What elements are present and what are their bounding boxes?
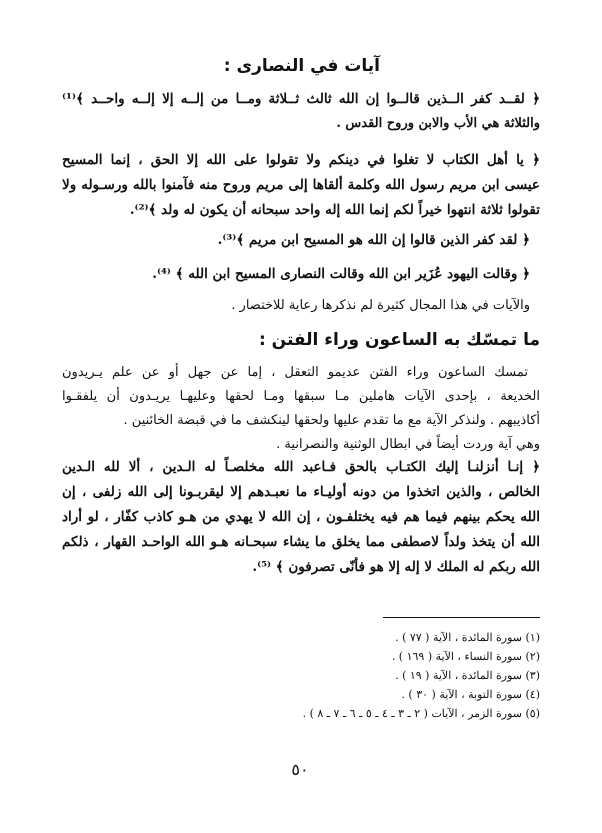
verse-line: عيسى ابن مريم رسول الله وكلمة ألقاها إلى مريم وروح منه فآمنوا بالله ورسـوله ولا [62, 177, 540, 193]
section-heading-christians [80, 55, 380, 77]
paragraph-line: تمسك الساعون وراء الفتن عديمو التعقل ، إما عن جهل أو عن علم يـريدون [62, 365, 528, 380]
page-number [270, 760, 330, 779]
verse-block-4 [62, 262, 540, 287]
verse-line: الله يحكم بينهم فيما هم فيه يختلفـون ، إن الله لا يهدي من هـو كاذب كفّار ، لو أراد [62, 509, 540, 525]
verse-line: ﴿ إنـا أنزلنـا إليك الكتـاب بالحق فـاعبد الله مخلصـاً له الـدين ، ألا لله الـدين [62, 459, 540, 475]
verse-line: الله ربكم له الملك لا إله إلا هو فأنّى تصرفون ﴾ ⁽⁵⁾. [252, 559, 540, 575]
section-heading-sedition-text: ما تمسّك به الساعون وراء الفتن : [258, 330, 540, 350]
section-heading-christians-text: آيات في النصارى : [223, 56, 380, 76]
paragraph-line: وهي آية وردت أيضاً في ابطال الوثنية والنصرانية . [276, 437, 540, 452]
footnote-item: (٤) سورة التوبة ، الآية ( ٣٠ ) . [401, 688, 540, 701]
verse-line: الخالص ، والذين اتخذوا من دونه أوليـاء ما نعبـدهم إلا ليقربـونا إلى الله زلفى ، إن [62, 484, 540, 500]
verse-line: ﴿ وقالت اليهود عُزَير ابن الله وقالت النصارى المسيح ابن الله ﴾ ⁽⁴⁾. [152, 266, 530, 282]
verse-block-2 [62, 148, 540, 223]
verse-line: الله أن يتخذ ولداً لاصطفى مما يخلق ما يشاء سبحـانه هـو الله الواحـد القهار ، ذلكم [62, 534, 540, 550]
footnote-item: (٣) سورة المائدة ، الآية ( ١٩ ) . [395, 669, 540, 682]
page-number-text: ٥٠ [291, 760, 309, 779]
verse-block-1 [62, 87, 540, 136]
footnote-divider [383, 617, 540, 618]
verse-line: ﴿ يا أهل الكتاب لا تغلوا في دينكم ولا تقولوا على الله إلا الحق ، إنما المسيح [62, 152, 540, 168]
explanation-paragraph [62, 361, 540, 457]
verse-block-zumar [62, 455, 540, 580]
footnotes [62, 628, 540, 723]
verse-line: تقولوا ثلاثة انتهوا خيراً لكم إنما الله إله واحد سبحانه أن يكون له ولد ﴾⁽²⁾. [129, 202, 540, 218]
footnote-item: (٥) سورة الزمر ، الآيات ( ٢ ـ ٣ ـ ٤ ـ ٥ ـ ٦ ـ ٧ ـ ٨ ) . [302, 707, 540, 720]
verse-line: ﴿ لقــد كفر الــذين قالــوا إن الله ثالث ثــلاثة ومــا من إلــه إلا إلــه واحــد ﴾⁽¹⁾ [62, 91, 540, 107]
section-heading-sedition [62, 329, 540, 351]
paragraph-line: أكاذيبهم . ولنذكر الآية مع ما تقدم عليها ولحقها لينكشف ما في قبضة الخائنين . [123, 413, 540, 428]
brevity-note [62, 294, 540, 318]
verse-block-3 [62, 228, 540, 253]
verse-line: والثلاثة هي الأب والابن وروح القدس . [336, 116, 540, 131]
footnote-item: (١) سورة المائدة ، الآية ( ٧٧ ) . [395, 631, 540, 644]
paragraph-line: الخديعة ، بإحدى الآيات هاملين مـا سبقها ومـا لحقها وعليهـا يريـدون أن يلفقـوا [62, 389, 540, 404]
verse-line: ﴿ لقد كفر الذين قالوا إن الله هو المسيح ابن مريم ﴾⁽³⁾. [217, 232, 530, 248]
note-text: والآيات في هذا المجال كثيرة لم نذكرها رعاية للاختصار . [231, 298, 530, 313]
footnote-item: (٢) سورة النساء ، الآية ( ١٦٩ ) . [391, 650, 540, 663]
